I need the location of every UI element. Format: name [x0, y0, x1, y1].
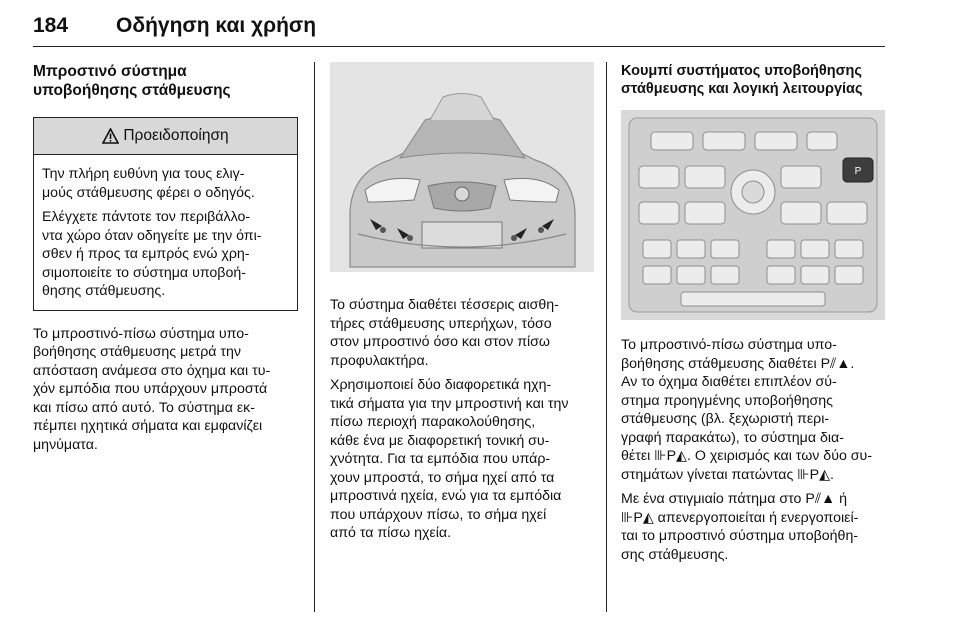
section-heading-parking-button: Κουμπί συστήματος υποβοήθησης στάθμευσης και λογική λειτουργίας	[621, 63, 863, 97]
header-rule	[33, 46, 885, 47]
body-paragraph: Το μπροστινό-πίσω σύστημα υπο- βοήθησης στάθμευσης διαθέτει P⫽▲. Αν το όχημα διαθέτει επιπλέον σύ- στημα προηγμένης υποβοήθησης στάθμευσης (βλ. ξεχωριστή περι- γραφή παρακάτω), το σύστημα δια- θέτει ⊪P◭. Ο χειρισμός και των δύο συ- στημάτων γίνεται πατώντας ⊪P◭.	[621, 337, 873, 483]
section-heading-front-parking-assist: Μπροστινό σύστημα υποβοήθησης στάθμευσης	[33, 63, 231, 99]
warning-box	[33, 117, 298, 311]
warning-title: Προειδοποίηση	[123, 127, 229, 144]
body-paragraph: Το μπροστινό-πίσω σύστημα υπο- βοήθησης στάθμευσης μετρά την απόσταση ανάμεσα στο όχημα και τυ- χόν εμπόδια που υπάρχουν μπροστά και πίσω από αυτό. Το σύστημα εκ- πέμπει ηχητικά σήματα και εμφανίζει μηνύματα.	[33, 325, 271, 453]
parking-button-label: P	[854, 166, 862, 177]
column-divider	[314, 62, 315, 612]
center-console-button-panel-illustration	[621, 110, 885, 320]
column-1	[33, 62, 299, 454]
page-header	[33, 14, 885, 48]
car-front-sensors-illustration	[330, 62, 594, 272]
page-number: 184	[33, 14, 69, 37]
warning-paragraph: Την πλήρη ευθύνη για τους ελιγ- μούς στάθμευσης φέρει ο οδηγός.	[42, 166, 255, 201]
warning-paragraph: Ελέγχετε πάντοτε τον περιβάλλο- ντα χώρο όταν οδηγείτε με την όπι- σθεν ή προς τα εμπρός ενώ χρη- σιμοποιείτε το σύστημα υποβοή- θησης στάθμευσης.	[42, 209, 262, 299]
column-3	[621, 62, 885, 564]
button-panel-illustration	[621, 110, 885, 320]
column-2	[330, 62, 594, 543]
page-title: Οδήγηση και χρήση	[116, 14, 317, 37]
warning-header	[34, 118, 297, 155]
body-paragraph: Με ένα στιγμιαίο πάτημα στο P⫽▲ ή ⊪P◭ απενεργοποιείται ή ενεργοποιεί- ται το μπροστινό σύστημα υποβοήθη- σης στάθμευσης.	[621, 491, 859, 563]
body-paragraph: Χρησιμοποιεί δύο διαφορετικά ηχη- τικά σήματα για την μπροστινή και την πίσω περιοχή παρακολούθησης, κάθε ένα με διαφορετική τονική συ- χνότητα. Για τα εμπόδια που υπάρ- χουν μπροστά, το σήμα ηχεί από τα μπροστινά ηχεία, ενώ για τα εμπόδια που υπάρχουν πίσω, το σήμα ηχεί από τα πίσω ηχεία.	[330, 377, 569, 541]
column-divider	[606, 62, 607, 612]
car-front-illustration	[330, 62, 594, 272]
warning-triangle-icon	[102, 128, 119, 144]
warning-body	[34, 155, 297, 310]
body-paragraph: Το σύστημα διαθέτει τέσσερις αισθη- τήρες στάθμευσης υπερήχων, τόσο στον μπροστινό όσο και στον πίσω προφυλακτήρα.	[330, 297, 559, 369]
